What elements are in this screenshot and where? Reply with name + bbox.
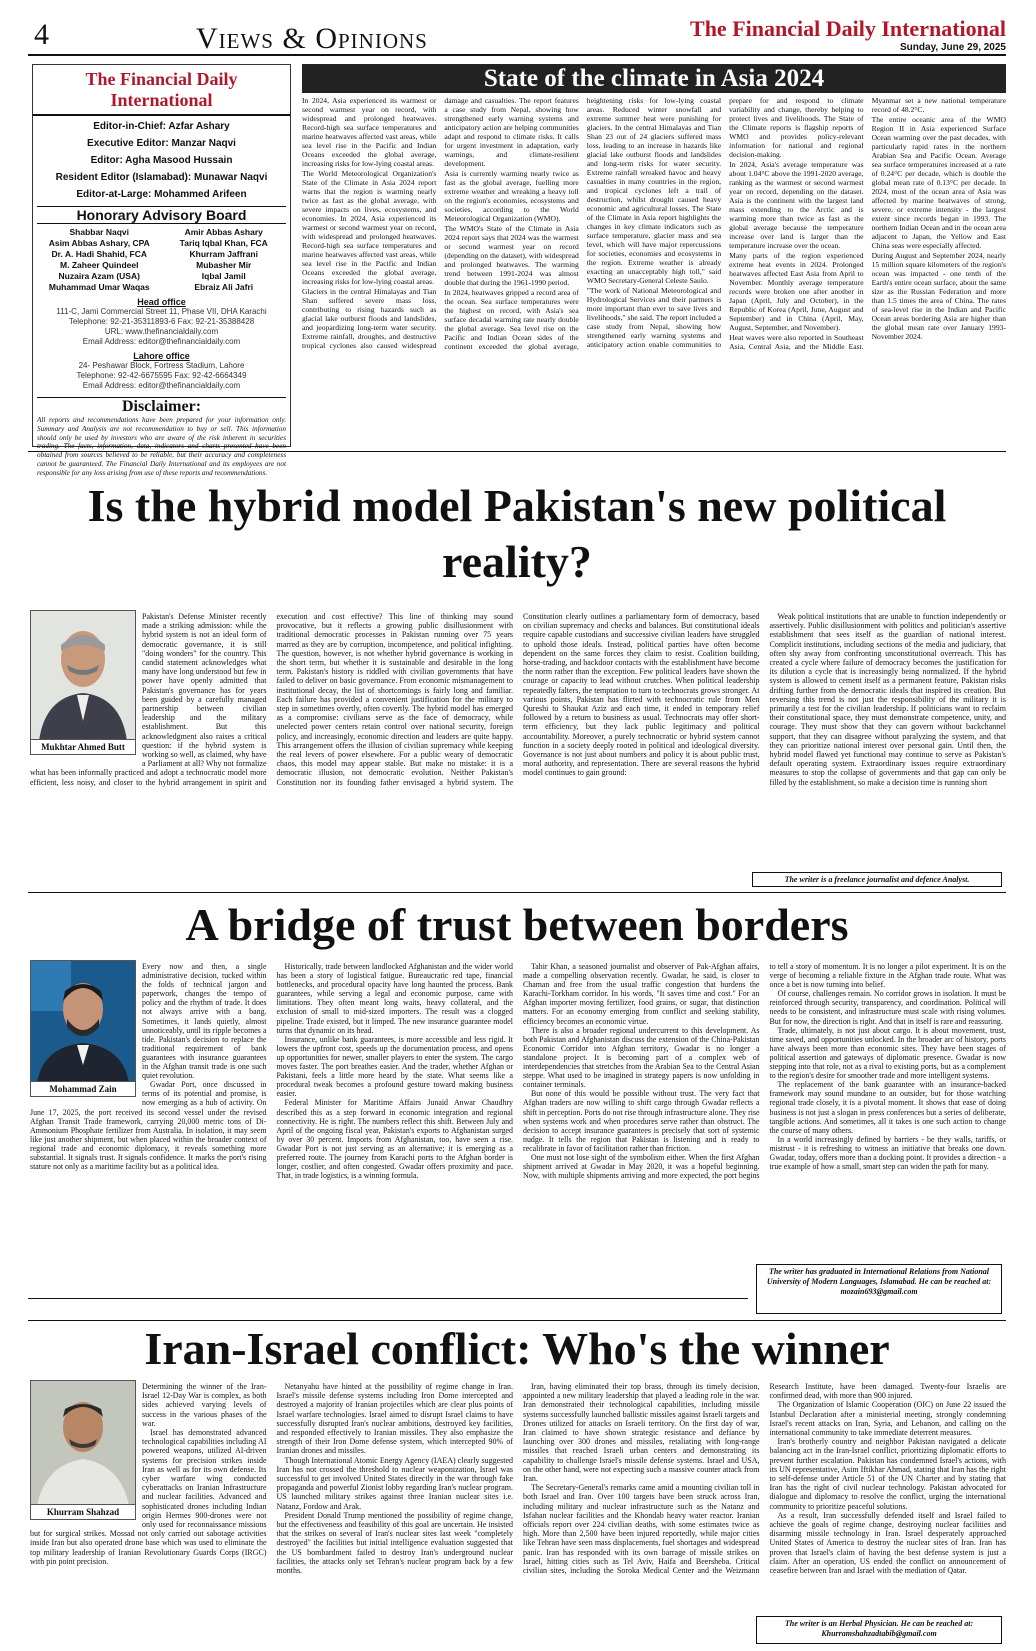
board-right-column: Amir Abbas Ashary Tariq Iqbal Khan, FCA Khurram Jaffrani Mubasher Mir Iqbal Jamil Ebraiz Ali Jafri <box>179 227 268 292</box>
paragraph: Iran, having eliminated their top brass, through its timely decision, appointed a new military leadership that played a leading role in the war. Iran demonstrated their technological capabilities, including missile systems successfully launched ballistic missiles against Israeli targets and Drones utilized for attacks on Israeli territory. On the first day of war, Iran claimed to have shown strategic resistance and defiance by launching over 300 drones and missiles, retaliating with long-range missiles that reached Israeli urban centers and demonstrating its capability to challenge Israel's missile defense systems. Israel and USA, on the other hand, were not expecting such a massive counter attack from Iran. <box>523 1382 760 1484</box>
divider <box>28 1298 748 1299</box>
paragraph: Tahir Khan, a seasoned journalist and observer of Pak-Afghan affairs, made a compelling observation recently. Gwadar, he said, is closer to Chaman and free from the usual traffic congestion that burdens the Karachi-Torkham corridor. In his words, "It saves time and cost." For an Afghan importer moving fertilizer, food grains, or sugar, that distinction matters. For an economy emerging from conflict and seeking stability, efficiency becomes an economic virtue. <box>523 962 760 1026</box>
author-name: Khurram Shahzad <box>31 1504 135 1519</box>
masthead-box <box>32 64 291 477</box>
article3-body <box>30 1382 1006 1646</box>
paragraph: Historically, trade between landlocked Afghanistan and the wider world has been a story of logistical fatigue. Bureaucratic red tape, financial bottlenecks, and procedural opacity have long haunted the process. Bank guarantees, while serving a legal and economic purpose, came with limitations. They often meant long waits, heavy collateral, and the exclusion of small to mid-sized importers. The result was a clogged pipeline. Trade existed, but it limped. The new insurance guarantee model turns that dynamic on its head. <box>276 962 513 1035</box>
paragraph: Determining the winner of the Iran-Israel 12-Day War is complex, as both sides achieved varying levels of success in the various phases of the war. <box>142 1382 267 1428</box>
paragraph: Though International Atomic Energy Agency (IAEA) clearly suggested Iran has not crossed the threshold to nuclear weaponization, Israel was successful to get involved United States directly in the war through fake propaganda and powerful Zionist lobby regarding Iran's nuclear program. US launched military strikes against three Iranian nuclear sites i.e. Natanz, Fordow and Arak. <box>276 1455 513 1511</box>
paragraph: Asia is currently warming nearly twice as fast as the global average, fuelling more extreme weather and wreaking a heavy toll on the region's economies, ecosystems and societies, according to the World Meteorological Organization (WMO). <box>444 169 579 223</box>
article3-headline: Iran-Israel conflict: Who's the winner <box>144 1323 890 1374</box>
paragraph: Weak political institutions that are unable to function independently or assertively. Public disillusionment with politics and politician's assertive establishment that sees itself as the guardian of national interest. Complicit institutions, including sections of the media and judiciary, that often shy away from confronting unconstitutional overreach. This has created a cycle where failure of democracy becomes the justification for its dilution a cycle that is increasingly being normalized. If the hybrid system is allowed to cement itself as a permanent feature, Pakistan risks drifting further from the democratic ideals that inspired its creation. But reversing this trend is not just the responsibility of the military it is primarily a test for the civilian leadership. If politicians want to reclaim their constitutional space, they must demonstrate competence, unity, and courage. They must show that they can govern without backchannel support, that they can disagree without paralyzing the system, and that they can prioritize national interest over personal gain. Until then, the hybrid model flawed yet functional may continue to serve as Pakistan's default operating system. Extraordinary issues require extraordinary measures to stop the collapse of governments and that gap can only be filled by the establishment, so make a decision time is running short <box>769 612 1006 787</box>
editor-line: Editor-at-Large: Mohammed Arifeen <box>76 189 247 200</box>
head-office-address: 111-C, Jami Commercial Street 11, Phase VII, DHA Karachi Telephone: 92-21-35311893-6 Fax: 92-21-35388428 URL: www.thefinancialdaily.com Email Address: editor@thefinancialdaily.com <box>56 307 267 346</box>
paragraph: As a result, Iran successfully defended itself and Israel failed to achieve the goals of regime change, destroying nuclear facilities and disarming missile technology in Iran. Israel desperately approached United States of America to destroy the nuclear sites of Iran. Iran has proven that Israel's claim of having the best defense system is just a claim. After an operation, US ended the conflict on announcement of ceasefire between Iran and Israel with the mediation of Qatar. <box>769 1510 1006 1576</box>
editor-line: Editor: Agha Masood Hussain <box>90 155 233 166</box>
paragraph: Every now and then, a single administrative decision, tucked within the folds of technical jargon and paperwork, changes the tempo of policy and the rhythm of trade. It does not always arrive with a bang. Sometimes, it lands quietly, almost unnoticeably, until its ripple becomes a tide. Pakistan's decision to replace the traditional requirement of bank guarantees with insurance guarantees in the Afghan transit trade is one such quiet revolution. <box>142 962 267 1081</box>
editor-line: Executive Editor: Manzar Naqvi <box>87 138 236 149</box>
author-name: Mohammad Zain <box>31 1081 135 1096</box>
divider <box>28 1320 1006 1321</box>
paragraph: In 2024, Asia's average temperature was about 1.04°C above the 1991-2020 average, ranking as the warmest or second warmest year on record, depending on the dataset. Asia is the continent with the largest land mass extending to the Arctic and is warming more than twice as fast as the global average because the temperature increase over land is larger than the temperature increase over the ocean. <box>729 160 864 250</box>
paragraph: Of course, challenges remain. No corridor grows in isolation. It must be reinforced through security, transparency, and coordination. Political will needs to be consistent, and infrastructure must scale with rising volumes. But for now, the direction is right. And that in itself is rare and reassuring. <box>769 989 1006 1026</box>
disclaimer-text: All reports and recommendations have been prepared for your information only. Summary and Analysis are not recommendation to buy or sell. This information should only be used by investors who are aware of the risk inherent in securities trading. The facts, information, data, indicators and charts presented have been obtained from sources believed to be reliable, but their accuracy and completeness cannot be guaranteed. The Financial Daily International and its employees are not responsible for any loss arising from use of these reports and recommendations. <box>37 416 286 477</box>
paragraph: During August and September 2024, nearly 15 million square kilometers of the region's ocean was impacted - one tenth of the Earth's entire ocean surface, about the same size as the Russian Federation and more than 1.5 times the area of China. The rates of sea-level rise in the Indian and Pacific Ocean areas bordering Asia are higher than the global mean rate over January 1993-November 2024. <box>871 251 1006 341</box>
paragraph: Insurance, unlike bank guarantees, is more accessible and less rigid. It lowers the upfront cost, speeds up the documentation process, and opens up opportunities for newer, smaller players to enter the system. The cargo moves faster. The port breathes easier. And the trader, whether Afghan or Pakistani, feels a little more heard by the state. What seems like a procedural tweak becomes a profound gesture toward making business easier. <box>276 1034 513 1099</box>
page-number: 4 <box>34 18 49 51</box>
advisory-board-heading: Honorary Advisory Board <box>37 206 286 224</box>
paragraph: Iran's brotherly country and neighbor Pakistan navigated a delicate balancing act in the Iran-Israel conflict, prioritizing diplomatic efforts to prevent further escalation. Pakistan has condemned Israel's actions, with its UN representative, Asim Iftikhar Ahmad, stating that Iran has the right to self-defense under Article 51 of the UN Charter and by stating that Iran has the right of civil nuclear technology. Pakistan advocated for dialogue and diplomacy to resolve the conflict, urging the international community to prioritize peaceful solutions. <box>769 1437 1006 1511</box>
paragraph: The WMO's State of the Climate in Asia 2024 report says that 2024 was the warmest or second warmest year on record (depending on the dataset), with widespread and prolonged heatwaves. The warming trend between 1991-2024 was almost double that during the 1961-1990 period. <box>444 224 579 287</box>
paragraph: The entire oceanic area of the WMO Region II in Asia experienced Surface Ocean warming over the past decades, with particularly rapid rates in the northern Arabian Sea and Pacific Ocean. Average sea surface temperatures increased at a rate of 0.24°C per decade, which is double the global mean rate of 0.13°C per decade. In 2024, most of the ocean area of Asia was affected by marine heatwaves of strong, severe, or extreme intensity - the largest extent since records began in 1993. The northern Indian Ocean and in the ocean area adjacent to Japan, the Yellow and East China seas were especially affected. <box>871 115 1006 250</box>
paragraph: "The work of National Meteorological and Hydrological Services and their partners is more important than ever to save lives and livelihoods," she said. The report included a case study from Nepal, showing how strengthened early warning systems and anticipatory action enable communities to prepare for and respond to climate variability and change, thereby helping to protect lives and livelihoods. The State of the Climate reports is flagship reports of WMO and provides policy-relevant information for national and regional decision-making. <box>586 96 864 349</box>
advisory-board <box>33 227 290 293</box>
masthead-title: The Financial Daily International <box>33 69 290 116</box>
paragraph: There is also a broader regional undercurrent to this development. As both Pakistan and Afghanistan discuss the extension of the China-Pakistan Economic Corridor into Afghan territory, Gwadar is no longer a standalone project. It is becoming part of a complex web of interdependencies that stretches from the Arabian Sea to the Central Asian steppe. What used to be imagined in strategy papers is now unfolding in container terminals. <box>523 1025 760 1090</box>
paragraph: In 2024, heatwaves gripped a record area of the ocean. Sea surface temperatures were the highest on record, with Asia's sea surface decadal warming rate nearly double the global average. Sea level rise on the Pacific and Indian Ocean sides of the continent exceeded the global average, heightening risks for low-lying coastal areas. Reduced winter snowfall and extreme summer heat were punishing for glaciers. In the central Himalayas and Tian Shan 23 out of 24 glaciers suffered mass loss, leading to an increase in hazards like glacial lake outburst floods and landslides and long-term risks for water security. Extreme rainfall wreaked havoc and heavy casualties in many countries in the region, and tropical cyclones left a trail of destruction, whilst drought caused heavy economic and agricultural losses. The State of the Climate in Asia report highlights the changes in key climate indicators such as surface temperature, glacier mass and sea level, which will have major repercussions for societies, economies and ecosystems in the region. Extreme weather is already exacting an unacceptably high toll," said WMO Secretary-General Celeste Saulo. <box>444 96 722 351</box>
paragraph: Pakistan's Defense Minister recently made a striking admission: while the hybrid system is not an ideal form of democratic governance, it is still "doing wonders" for the country. This candid statement acknowledges what many have long understood but few in power have openly admitted that Pakistan's governance has for years been guided by a carefully managed partnership between civilian leadership and the military establishment. But this acknowledgment also raises a critical question: if the hybrid system is working so well, as claimed, why have a Parliament at all? Why not formalize what has been informally practiced and adopt a technocratic model more efficient, less noisy, and closer to the hybrid arrangement in spirit and execution and cost effective? This line of thinking may sound provocative, but it reflects a growing public disillusionment with traditional democratic processes in Pakistan running over 75 years marred as they are by corruption, incompetence, and political infighting. The question, however, is not whether hybrid governance is working in the short term, but whether it is sustainable and desirable in the long term. Pakistan's history is riddled with civilian governments that have failed to deliver on basic governance. From economic mismanagement to institutional decay, the list of shortcomings is fairly long and familiar. Each failure has provided a convenient justification for the military to step in sometimes overtly, often covertly. The hybrid model has emerged as a compromise: civilians serve as the face of democracy, while unelected power centers retain control over national security, foreign policy, and increasingly, economic direction and leaders are quite happy. This arrangement offers the illusion of civilian supremacy while keeping the real levers of power elsewhere. For a public weary of democratic chaos, this model may appear stable. But make no mistake: it is a democratic illusion, not democratic evolution. Neither Pakistan's Constitution nor its founding father envisaged a hybrid system. The Constitution clearly outlines a parliamentary form of democracy, based on civilian supremacy and checks and balances. But constitutional ideals require capable custodians and successive civilian leaders have struggled to uphold those ideals. Instead, political parties have often become dependent on the same forces they claim to resist. Coalition building, horse-trading, and backdoor contacts with the establishment have become the norm rather than the exception. Few political leaders have shown the courage or capacity to lead without crutches. When political leadership repeatedly falters, the temptation to turn to technocrats grows stronger. At various points, Pakistan has flirted with technocratic rule from Men Qureshi to Shaukat Aziz and each time, it ended in temporary relief followed by a return to business as usual. Technocrats may offer short-term efficiency, but they lack public legitimacy and political accountability. Moreover, a purely technocratic or hybrid system cannot function in a society deeply rooted in political and ideological diversity. Governance is not just about numbers and policy it is about public trust, moral authority, and representation. There are several reasons the hybrid model continues to gain ground: <box>30 612 760 787</box>
paragraph: Heat waves were also reported in Southeast Asia, Central Asia, and the Middle East. Myanmar set a new national temperature record of 48.2°C. <box>729 96 1006 351</box>
paragraph: Gwadar Port, once discussed in terms of its potential and promise, is now emerging as a hub of activity. On June 17, 2025, the port received its second vessel under the revised Afghan Transit Trade framework, carrying 20,000 metric tons of Di-Ammonium Phosphate fertilizer from Australia. In isolation, it may seem like just another shipment, but when placed within the broader context of regional trade and economic diplomacy, it reveals something more substantial. It signals trust. It signals confidence. It marks the port's rising stature not only as a maritime facility but as a political idea. <box>30 1080 267 1172</box>
paragraph: The replacement of the bank guarantee with an insurance-backed framework may sound mundane to an outsider, but for those watching regional trade closely, it is a pivotal moment. It shows that ease of doing business is not just a slogan in press conferences but a series of deliberate, tangible actions. And sometimes, all it takes is one such action to change the course of many others. <box>769 1080 1006 1135</box>
paragraph: Israel has demonstrated advanced technological capabilities including AI powered weapons, utilized AI-driven systems for precision strikes inside Iran as well as for its own defense. Its cyber warfare wing conducted cyberattacks on Iranian Infrastructure and nuclear facilities. Advanced and sophisticated drones including Indian origin Hermes 900-drones were not only used for reconnaissance missions but for surgical strikes. Mossad not only carried out sabotage activities inside Iran but also operated drone base which was used to eliminate the top military leadership of Iranian Revolutionary Guards Corps (IRGC) with pin point precision. <box>30 1428 267 1566</box>
paragraph: Federal Minister for Maritime Affairs Junaid Anwar Chaudhry described this as a step forward in economic integration and regional connectivity. He is right. The numbers reflect this shift. Between July and April of the ongoing fiscal year, Pakistan's exports to Afghanistan surged by over 30 percent. Imports from Afghanistan, too, have seen a rise. Gwadar Port is not just serving as an alternative; it is emerging as a preferred route. The journey from Karachi ports to the Afghan border is longer, costlier, and often congested. Gwadar offers proximity and pace. That, in trade logistics, is a winning formula. <box>276 1098 513 1181</box>
article1-headline: Is the hybrid model Pakistan's new political reality? <box>87 480 947 587</box>
page-header <box>28 14 1006 56</box>
paragraph: Trade, ultimately, is not just about cargo. It is about movement, trust, time saved, and opportunities unlocked. In the broader arc of history, ports have always been more than economic sites. They have been stages of political assertion and gateways of diplomatic presence. Gwadar is now stepping into that role, not as a rival to existing ports, but as a complement to the region's desire for smoother trade and more intelligent systems. <box>769 1025 1006 1081</box>
editor-line: Resident Editor (Islamabad): Munawar Naqvi <box>55 172 268 183</box>
paragraph: The Secretary-General's remarks came amid a mounting civilian toll in both Israel and Iran. Over 100 targets have been struck across Iran, including military and nuclear infrastructure such as the Natanz and Isfahan nuclear facilities and the Khondab heavy water reactor. Iranian officials report over 224 civilian deaths, with some estimates twice as high. More than 2,500 have been injured reportedly, while major cities like Tehran have seen mass displacements, fuel shortages and widespread panic. Iran has responded with its own barrage of missile strikes on Israel, hitting cities such as Tel Aviv, Haifa and Beersheba. Critical civilian sites, including the Soroka Medical Center and the Weizmann Research Institute, have been damaged. Twenty-four Israelis are confirmed dead, with more than 900 injured. <box>523 1382 1006 1576</box>
paragraph: One must not lose sight of the symbolism either. When the first Afghan shipment arrived at Gwadar in May 2020, it was a hopeful beginning. Now, with multiple shipments arriving and more expected, the port begins to tell a story of momentum. It is no longer a pilot experiment. It is on the verge of becoming a reliable fixture in the Afghan trade route. What was once a bet is now turning into belief. <box>523 962 1006 1181</box>
divider <box>28 892 1006 893</box>
author-name: Mukhtar Ahmed Butt <box>31 739 135 754</box>
paragraph: In 2024, Asia experienced its warmest or second warmest year on record, with widespread and prolonged heatwaves. Record-high sea surface temperatures and marine heatwaves affected vast areas, while sea level rise in the Pacific and Indian Oceans exceeded the global average, increasing risks for low-lying coastal areas. <box>302 96 437 168</box>
section-title: Views & Opinions <box>196 22 428 55</box>
paragraph: Glaciers in the central Himalayas and Tian Shan suffered severe mass loss, contributing to rising hazards such as glacial lake outburst floods and landslides, and jeopardizing long-term water security. Extreme rainfall, droughts, and destructive tropical cyclones also caused widespread damage and casualties. The report features a case study from Nepal, showing how strengthened early warning systems and anticipatory action are helping communities adapt and respond to climate risks. It calls for urgent investment in adaptation, early warnings, and climate-resilient development. <box>302 96 579 350</box>
disclaimer-box <box>37 397 286 478</box>
divider <box>28 451 1006 452</box>
lahore-office-heading: Lahore office <box>133 351 190 361</box>
author-note: The writer has graduated in International Relations from National University of Modern Languages, Islamabad. He can be reached at: mozain693@gmail.com <box>756 1264 1002 1314</box>
climate-title: State of the climate in Asia 2024 <box>302 64 1006 93</box>
paragraph: President Donald Trump mentioned the possibility of regime change, but the effectiveness and feasibility of this goal are uncertain. He insisted that the strikes on several of Iran's nuclear sites last week "completely destroyed" the facilities but initial intelligence evaluation suggested that the US bombardment failed to destroy Iran's underground nuclear facilities, the attacks only set Tehran's nuclear program back by a few months. <box>276 1510 513 1576</box>
board-left-column: Shabbar Naqvi Asim Abbas Ashary, CPA Dr. A. Hadi Shahid, FCA M. Zaheer Quindeel Nuzaira Azam (USA) Muhammad Umar Waqas <box>48 227 150 292</box>
disclaimer-heading: Disclaimer: <box>121 398 202 415</box>
paragraph: In a world increasingly defined by barriers - be they walls, tariffs, or mistrust - it is refreshing to witness an initiative that breaks one down. Gwadar, today, offers more than a docking point. It provides a direction - a true example of how a small, smart step can widen the path for many. <box>769 1134 1006 1172</box>
climate-article-body <box>302 96 1006 446</box>
editors-list <box>33 118 290 203</box>
author-note: The writer is a freelance journalist and defence Analyst. <box>752 872 1002 887</box>
article2-headline: A bridge of trust between borders <box>185 899 849 950</box>
article1-body <box>30 612 1006 862</box>
paragraph: The World Meteorological Organization's State of the Climate in Asia 2024 report warns that the region is warming nearly twice as fast as the global average, with severe impacts on lives, ecosystems, and economies. In 2024, Asia experienced its warmest or second warmest year on record, with widespread and prolonged heatwaves. Record-high sea surface temperatures and marine heatwaves affected vast areas, while sea level rise in the Pacific and Indian Oceans exceeded the global average, increasing risks for low-lying coastal areas. <box>302 169 437 286</box>
paragraph: Netanyahu have hinted at the possibility of regime change in Iran. Israel's missile defense systems including Iron Dome intercepted and destroyed a majority of Iranian projectiles which are clear plus points of Israel warfare technologies. Israel aimed to disrupt Israel claims to have successfully disrupted Iran's nuclear ambitions, destroyed key facilities, and responded effectively to Iranian missiles. They also emphasize the strength of their Iron Dome defense system, which intercepted 90% of Iranian drones and missiles. <box>276 1382 513 1456</box>
editor-line: Editor-in-Chief: Azfar Ashary <box>93 121 230 132</box>
newspaper-name: The Financial Daily International <box>690 16 1006 41</box>
author-note: The writer is an Herbal Physician. He can be reached at: Khurramshahzadtabib@gmail.com <box>756 1616 1002 1644</box>
paragraph: Many parts of the region experienced extreme heat events in 2024. Prolonged heatwaves affected East Asia from April to November. Monthly average temperature records were broken one after another in Japan (April, July and October), in the Republic of Korea (April, June, August and September) and in China (April, May, August, September, and November). <box>729 251 864 332</box>
head-office-heading: Head office <box>137 297 186 307</box>
paragraph: The Organization of Islamic Cooperation (OIC) on June 22 issued the Istanbul Declaration after a ministerial meeting, strongly condemning Israel's recent attacks on Iran, Syria, and Lebanon, and calling on the international community to take immediate deterrent measures. <box>769 1400 1006 1438</box>
paragraph: But none of this would be possible without trust. The very fact that Afghan traders are now willing to shift cargo through Gwadar reflects a shift in perception. Ports do not rise through infrastructure alone. They rise when systems work and when procedures serve rather than obstruct. The decision to accept insurance guarantees is precisely that sort of systemic nudge. It tells the region that Pakistan is listening and is ready to recalibrate in favor of facilitation rather than friction. <box>523 1089 760 1153</box>
lahore-office-address: 24- Peshawar Block, Fortress Stadium, Lahore Telephone: 92-42-6675595 Fax: 92-42-6664349 Email Address: editor@thefinancialdaily.com <box>76 361 247 390</box>
issue-date: Sunday, June 29, 2025 <box>900 42 1006 53</box>
